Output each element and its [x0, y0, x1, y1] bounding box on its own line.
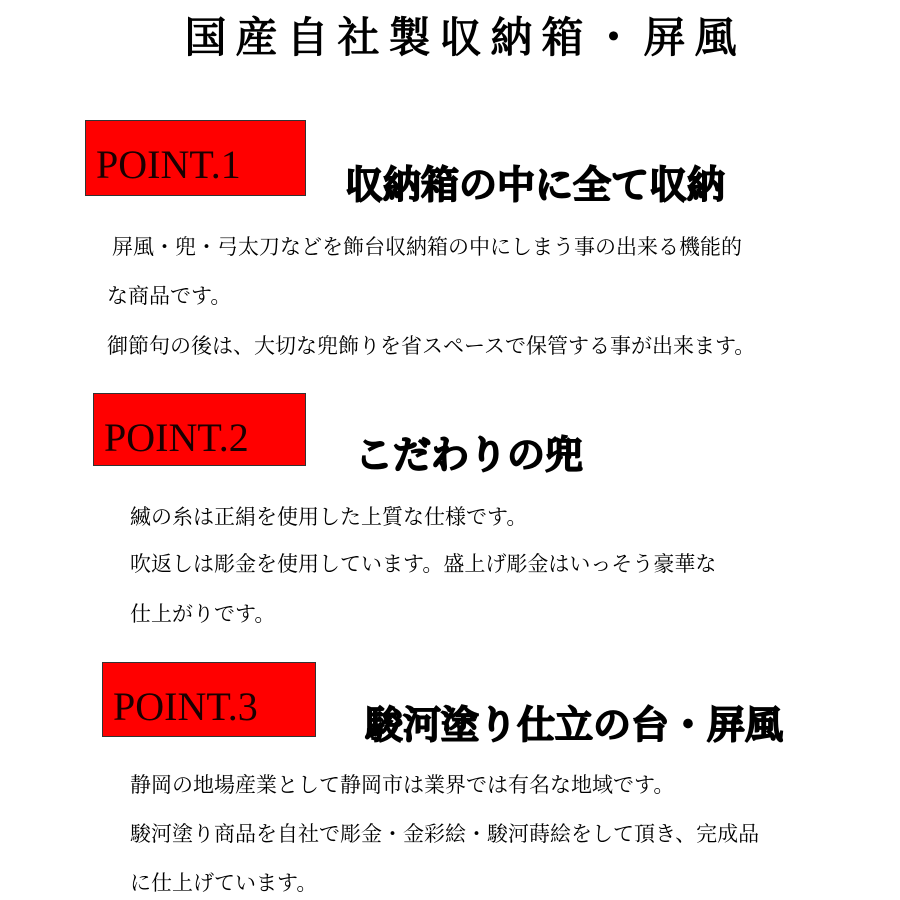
- point-body-line: 縅の糸は正絹を使用した上質な仕様です。: [130, 505, 528, 529]
- point-label-badge: POINT.2: [93, 393, 306, 466]
- point-body-line: 仕上がりです。: [130, 602, 276, 626]
- point-heading: 駿河塗り仕立の台・屏風: [365, 703, 784, 747]
- point-label-badge: POINT.3: [102, 662, 316, 737]
- point-body-line: 駿河塗り商品を自社で彫金・金彩絵・駿河蒔絵をして頂き、完成品: [130, 822, 760, 846]
- point-heading: こだわりの兜: [355, 433, 584, 477]
- point-body-line: 御節句の後は、大切な兜飾りを省スペースで保管する事が出来ます。: [107, 334, 756, 358]
- point-body-line: 吹返しは彫金を使用しています。盛上げ彫金はいっそう豪華な: [130, 552, 717, 576]
- point-body-line: な商品です。: [107, 284, 232, 308]
- point-body-line: に仕上げています。: [130, 871, 318, 895]
- point-label-badge: POINT.1: [85, 120, 306, 196]
- page-title: 国産自社製収納箱・屏風: [184, 13, 746, 62]
- point-body-line: 静岡の地場産業として静岡市は業界では有名な地域です。: [130, 773, 675, 797]
- point-heading: 収納箱の中に全て収納: [345, 163, 726, 207]
- point-body-line: 屏風・兜・弓太刀などを飾台収納箱の中にしまう事の出来る機能的: [112, 235, 742, 259]
